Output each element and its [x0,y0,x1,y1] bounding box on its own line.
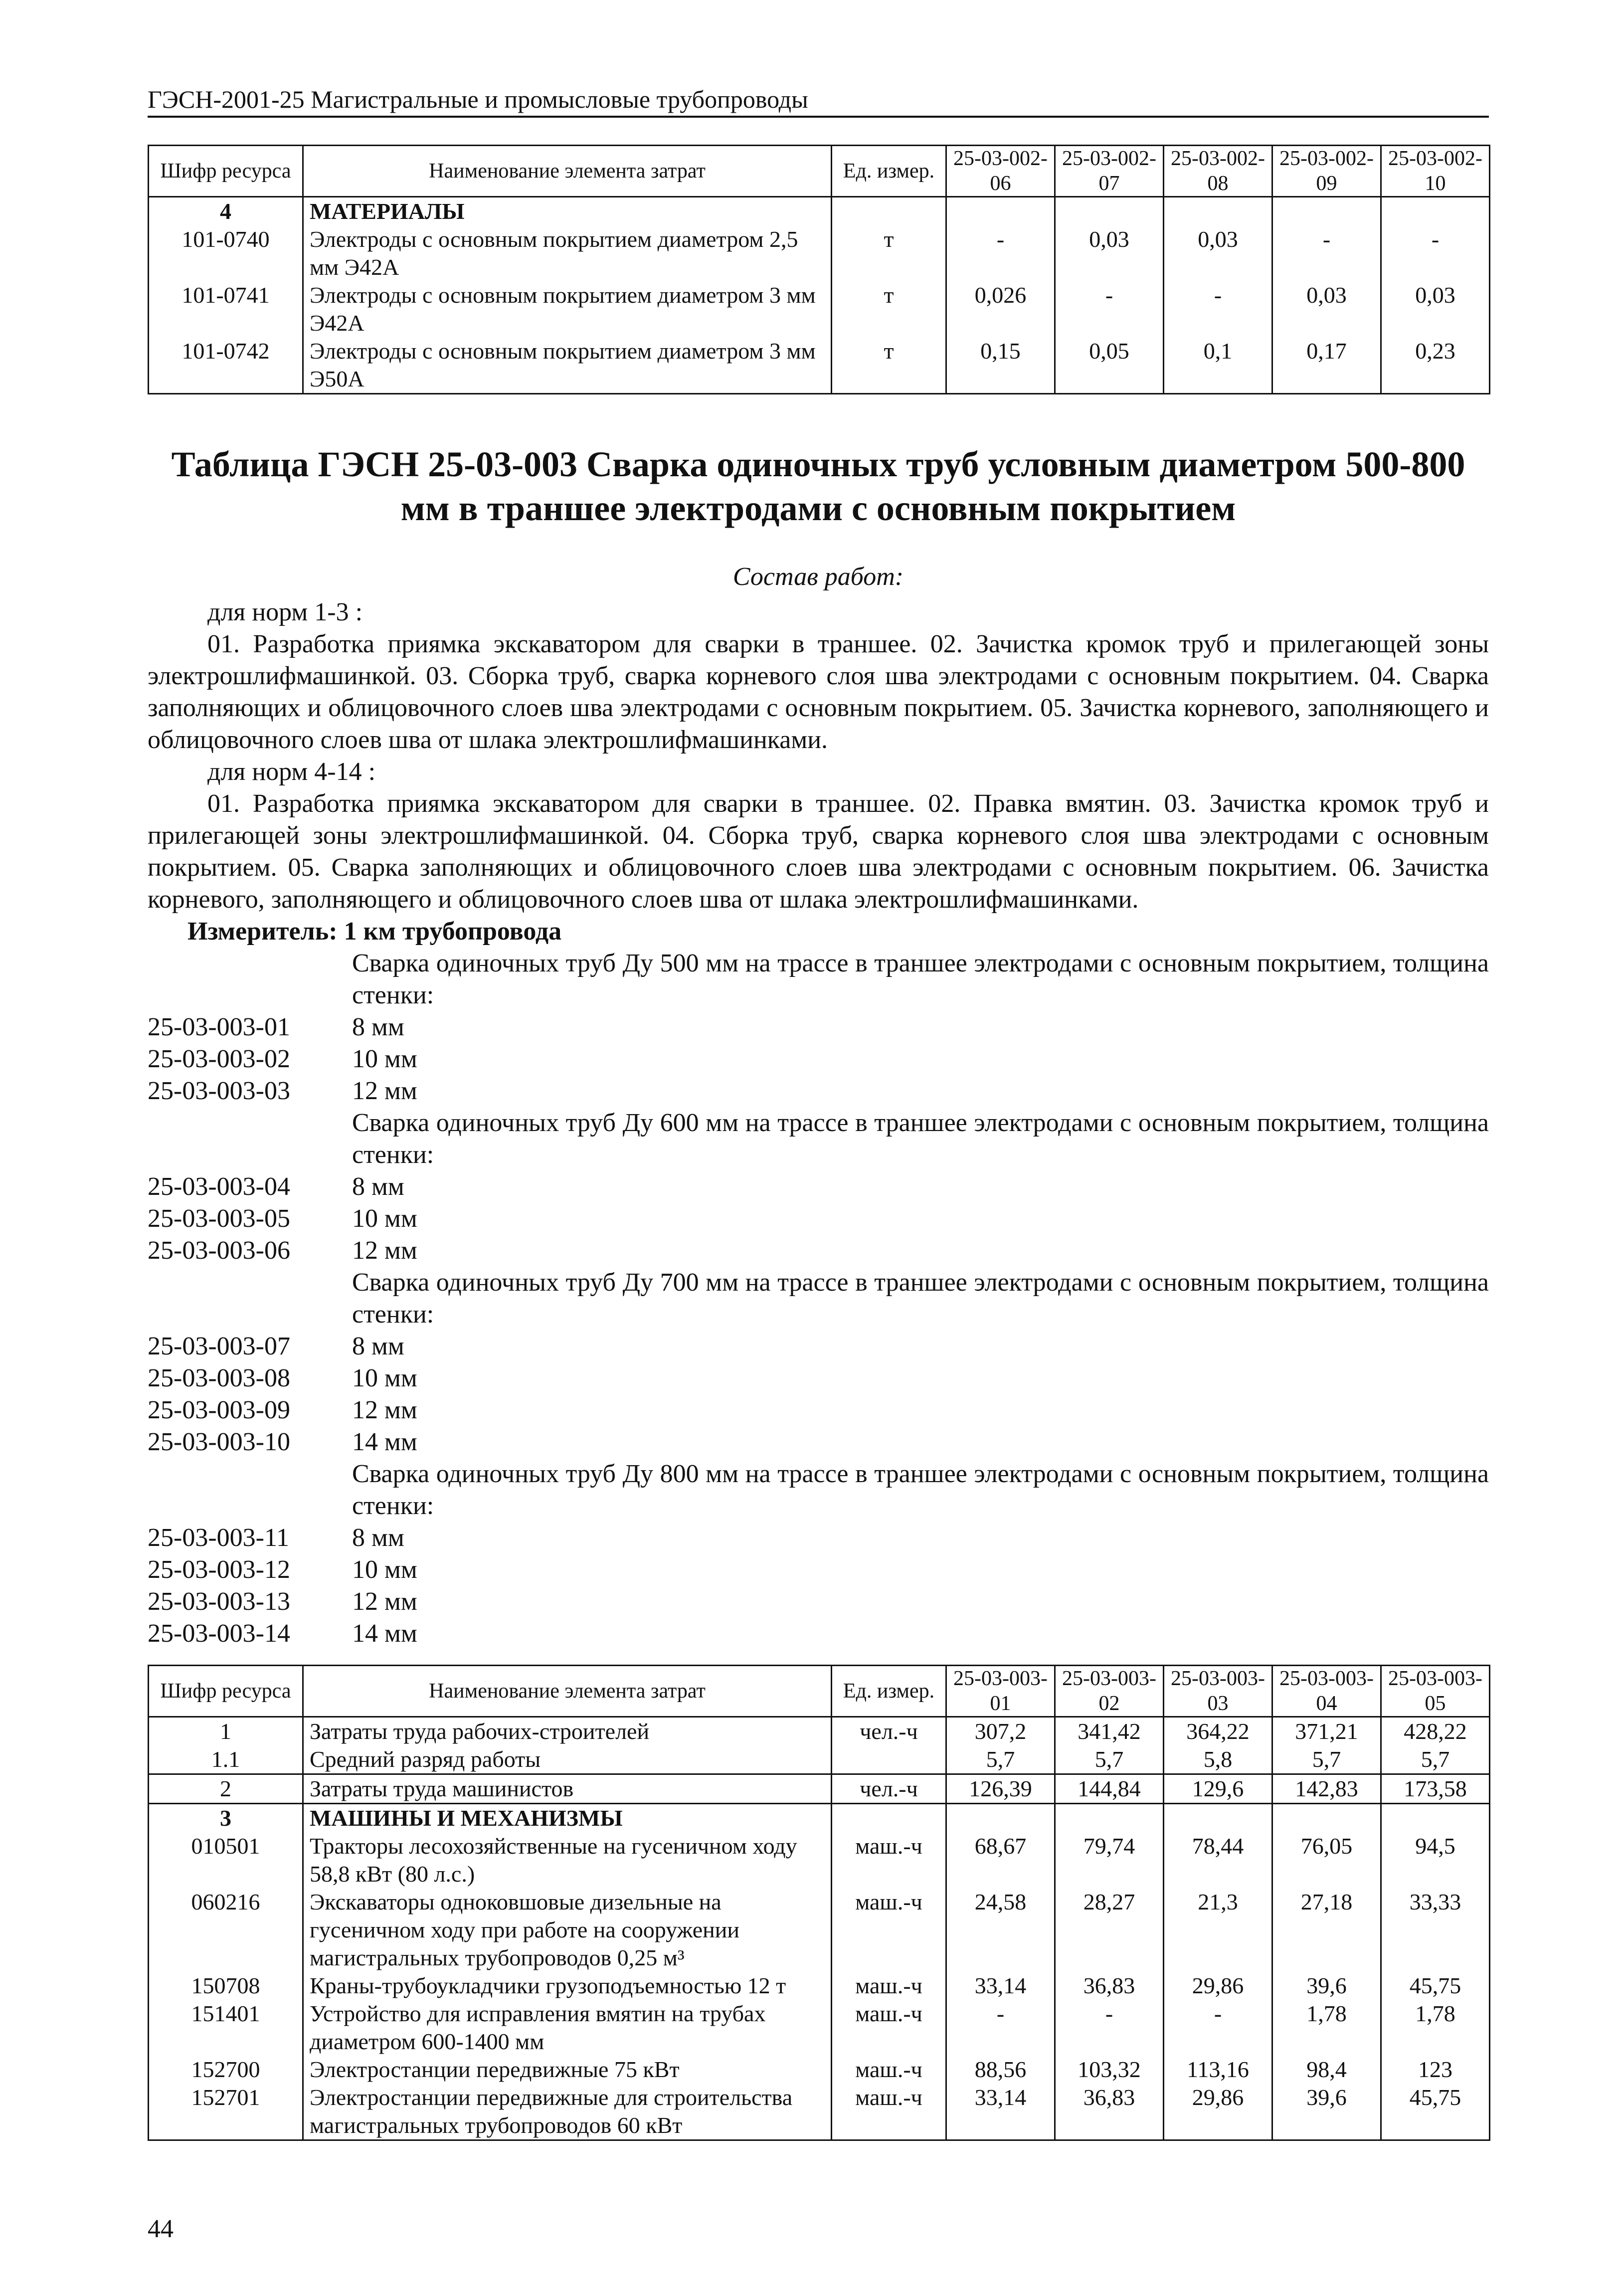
norm-code: 25-03-003-13 [148,1587,290,1616]
norm-value [1381,1804,1490,1833]
norm-value: 29,86 [1164,2084,1272,2140]
column-header: 25-03-002-08 [1164,146,1272,197]
norm-value: 21,3 [1164,1888,1272,1972]
norm-item [148,1235,1489,1267]
wall-thickness: 14 мм [352,1619,417,1648]
wall-thickness: 12 мм [352,1396,417,1424]
norm-value: 33,14 [946,1972,1055,2000]
column-header: 25-03-003-03 [1164,1666,1272,1717]
norm-value: 0,15 [946,337,1055,394]
column-header: 25-03-002-09 [1272,146,1381,197]
page [148,85,1489,2141]
norm-value: - [946,2000,1055,2056]
unit-of-measure: т [832,337,946,394]
unit-of-measure [832,197,946,226]
column-header: Ед. измер. [832,1666,946,1717]
norm-value: 5,7 [1272,1745,1381,1774]
norm-value: 68,67 [946,1832,1055,1888]
norms-4-14-label: для норм 4-14 : [207,758,376,786]
norm-code: 25-03-003-02 [148,1045,290,1073]
resource-code: 2 [149,1774,303,1804]
norm-item [148,1362,1489,1394]
resource-code: 1 [149,1717,303,1746]
norms-4-14-text: 01. Разработка приямка экскаватором для сварки в траншее. 02. Правка вмятин. 03. Зачистка кромок труб и прилегающей зоны электрошлифмашинкой. 04. Сборка труб, сварка корневого слоя шва электродами с основным покрытием. 05. Сварка заполняющих и облицовочного слоев шва электродами с основным покрытием. 06. Зачистка корневого, заполняющего и облицовочного слоев шва от шлака электрошлифмашинками. [148,789,1489,914]
norm-value: 36,83 [1055,1972,1164,2000]
norm-item [148,1011,1489,1043]
norm-item [148,1331,1489,1362]
wall-thickness: 8 мм [352,1172,404,1201]
norm-value: 27,18 [1272,1888,1381,1972]
norm-value [1055,197,1164,226]
norm-value: 0,05 [1055,337,1164,394]
norm-value: 78,44 [1164,1832,1272,1888]
norm-value: 142,83 [1272,1774,1381,1804]
norm-value: 88,56 [946,2056,1055,2084]
cost-element-name: Электростанции передвижные 75 кВт [303,2056,832,2084]
norm-value: 1,78 [1272,2000,1381,2056]
norms-1-3-label: для норм 1-3 : [207,598,363,626]
resources-table [148,1665,1490,2141]
column-header: 25-03-003-01 [946,1666,1055,1717]
table-row [149,1717,1490,1746]
wall-thickness: 14 мм [352,1428,417,1456]
norm-value: 5,7 [1055,1745,1164,1774]
norm-value: 79,74 [1055,1832,1164,1888]
norm-item [148,1043,1489,1075]
resource-code: 3 [149,1804,303,1833]
norm-value: 0,1 [1164,337,1272,394]
column-header: Ед. измер. [832,146,946,197]
measure-unit: Измеритель: 1 км трубопровода [187,917,562,946]
resource-code: 101-0740 [149,225,303,281]
norm-value: - [1164,281,1272,337]
norm-value: 24,58 [946,1888,1055,1972]
column-header: 25-03-003-04 [1272,1666,1381,1717]
table-row [149,337,1490,394]
table-header-row [149,1666,1490,1717]
norm-value: 371,21 [1272,1717,1381,1746]
resource-code: 1.1 [149,1745,303,1774]
wall-thickness: 12 мм [352,1077,417,1105]
table-row [149,2084,1490,2140]
norm-value: 28,27 [1055,1888,1164,1972]
norm-value: 0,23 [1381,337,1490,394]
column-header: 25-03-003-02 [1055,1666,1164,1717]
norm-value [1164,197,1272,226]
column-header: 25-03-003-05 [1381,1666,1490,1717]
norm-value: 144,84 [1055,1774,1164,1804]
norm-value: 1,78 [1381,2000,1490,2056]
unit-of-measure: т [832,281,946,337]
norm-value [1272,1804,1381,1833]
column-header: Наименование элемента затрат [303,146,832,197]
norm-value: 0,03 [1164,225,1272,281]
norm-groups [148,948,1489,1650]
norm-value: 341,42 [1055,1717,1164,1746]
norm-value [946,197,1055,226]
resource-code: 060216 [149,1888,303,1972]
unit-of-measure: маш.-ч [832,2056,946,2084]
norm-value: - [1055,2000,1164,2056]
table-row [149,1804,1490,1833]
norm-value: 307,2 [946,1717,1055,1746]
unit-of-measure [832,1804,946,1833]
column-header: 25-03-002-07 [1055,146,1164,197]
norm-code: 25-03-003-12 [148,1555,290,1584]
materials-table [148,145,1490,394]
norm-value [946,1804,1055,1833]
table-row [149,225,1490,281]
wall-thickness: 10 мм [352,1364,417,1392]
resource-code: 4 [149,197,303,226]
norm-value: - [1055,281,1164,337]
wall-thickness: 12 мм [352,1587,417,1616]
norm-value: 94,5 [1381,1832,1490,1888]
table-row [149,1832,1490,1888]
table-row [149,1774,1490,1804]
resource-code: 101-0741 [149,281,303,337]
norm-value: - [1164,2000,1272,2056]
table-row [149,197,1490,226]
resource-code: 150708 [149,1972,303,2000]
norm-value: 173,58 [1381,1774,1490,1804]
unit-of-measure: маш.-ч [832,2000,946,2056]
resource-code: 152700 [149,2056,303,2084]
norm-value [1055,1804,1164,1833]
norm-code: 25-03-003-07 [148,1332,290,1360]
cost-element-name: Устройство для исправления вмятин на трубах диаметром 600-1400 мм [303,2000,832,2056]
norm-value: 0,17 [1272,337,1381,394]
norm-value: - [1381,225,1490,281]
norm-code: 25-03-003-09 [148,1396,290,1424]
norm-value: 0,03 [1381,281,1490,337]
column-header: Шифр ресурса [149,146,303,197]
norm-value: 36,83 [1055,2084,1164,2140]
norm-value: 5,7 [946,1745,1055,1774]
norm-value: 129,6 [1164,1774,1272,1804]
norm-value: 123 [1381,2056,1490,2084]
norm-code: 25-03-003-04 [148,1172,290,1201]
resource-code: 101-0742 [149,337,303,394]
table-title: Таблица ГЭСН 25-03-003 Сварка одиночных труб условным диаметром 500-800 мм в траншее электродами с основным покрытием [171,444,1465,528]
wall-thickness: 10 мм [352,1555,417,1584]
norm-value: 103,32 [1055,2056,1164,2084]
resource-code: 152701 [149,2084,303,2140]
wall-thickness: 12 мм [352,1236,417,1265]
table-row [149,1972,1490,2000]
cost-element-name: МАТЕРИАЛЫ [303,197,832,226]
norm-code: 25-03-003-01 [148,1013,290,1041]
cost-element-name: МАШИНЫ И МЕХАНИЗМЫ [303,1804,832,1833]
norm-value: 98,4 [1272,2056,1381,2084]
unit-of-measure: маш.-ч [832,1888,946,1972]
unit-of-measure: чел.-ч [832,1717,946,1746]
cost-element-name: Электроды с основным покрытием диаметром 3 мм Э42А [303,281,832,337]
column-header: 25-03-002-06 [946,146,1055,197]
table-row [149,2056,1490,2084]
table-row [149,1888,1490,1972]
page-number: 44 [148,2215,174,2243]
norm-value: - [946,225,1055,281]
cost-element-name: Электростанции передвижные для строительства магистральных трубопроводов 60 кВт [303,2084,832,2140]
unit-of-measure: маш.-ч [832,1972,946,2000]
norms-1-3-text: 01. Разработка приямка экскаватором для сварки в траншее. 02. Зачистка кромок труб и прилегающей зоны электрошлифмашинкой. 03. Сборка труб, сварка корневого слоя шва электродами с основным покрытием. 04. Сварка заполняющих и облицовочного слоев шва электродами с основным покрытием. 05. Зачистка корневого, заполняющего и облицовочного слоев шва от шлака электрошлифмашинками. [148,630,1489,754]
norm-code: 25-03-003-10 [148,1428,290,1456]
norm-group-description: Сварка одиночных труб Ду 600 мм на трассе в траншее электродами с основным покрытием, толщина стенки: [352,1109,1489,1169]
norm-item [148,1394,1489,1426]
cost-element-name: Электроды с основным покрытием диаметром 2,5 мм Э42А [303,225,832,281]
unit-of-measure: т [832,225,946,281]
norm-item [148,1618,1489,1650]
unit-of-measure: маш.-ч [832,1832,946,1888]
norm-value: 5,8 [1164,1745,1272,1774]
cost-element-name: Затраты труда машинистов [303,1774,832,1804]
norm-value: 113,16 [1164,2056,1272,2084]
norm-value [1381,197,1490,226]
norm-value: 76,05 [1272,1832,1381,1888]
norm-value: 5,7 [1381,1745,1490,1774]
wall-thickness: 8 мм [352,1524,404,1552]
norm-item [148,1586,1489,1618]
norm-value: 39,6 [1272,2084,1381,2140]
norm-value: 33,14 [946,2084,1055,2140]
table-row [149,2000,1490,2056]
norm-value: 45,75 [1381,2084,1490,2140]
norm-code: 25-03-003-05 [148,1204,290,1233]
norm-value: 428,22 [1381,1717,1490,1746]
resource-code: 010501 [149,1832,303,1888]
norm-value: 126,39 [946,1774,1055,1804]
norm-code: 25-03-003-14 [148,1619,290,1648]
norm-value: 39,6 [1272,1972,1381,2000]
table-row [149,1745,1490,1774]
norm-value [1164,1804,1272,1833]
norm-item [148,1203,1489,1235]
norm-code: 25-03-003-03 [148,1077,290,1105]
norm-value: 0,03 [1272,281,1381,337]
norm-value: 29,86 [1164,1972,1272,2000]
norm-group-description: Сварка одиночных труб Ду 500 мм на трассе в траншее электродами с основным покрытием, толщина стенки: [352,949,1489,1009]
cost-element-name: Тракторы лесохозяйственные на гусеничном ходу 58,8 кВт (80 л.с.) [303,1832,832,1888]
cost-element-name: Экскаваторы одноковшовые дизельные на гусеничном ходу при работе на сооружении магистральных трубопроводов 0,25 м³ [303,1888,832,1972]
norm-value: 0,026 [946,281,1055,337]
resource-code: 151401 [149,2000,303,2056]
norm-value: 33,33 [1381,1888,1490,1972]
wall-thickness: 8 мм [352,1332,404,1360]
norm-group-description: Сварка одиночных труб Ду 800 мм на трассе в траншее электродами с основным покрытием, толщина стенки: [352,1460,1489,1520]
norm-item [148,1075,1489,1107]
norm-item [148,1426,1489,1458]
table-row [149,281,1490,337]
cost-element-name: Электроды с основным покрытием диаметром 3 мм Э50А [303,337,832,394]
wall-thickness: 10 мм [352,1045,417,1073]
composition-heading: Состав работ: [732,563,904,591]
wall-thickness: 8 мм [352,1013,404,1041]
norm-value [1272,197,1381,226]
norm-value: 45,75 [1381,1972,1490,2000]
unit-of-measure: чел.-ч [832,1774,946,1804]
norm-group-description: Сварка одиночных труб Ду 700 мм на трассе в траншее электродами с основным покрытием, толщина стенки: [352,1268,1489,1329]
norm-value: 364,22 [1164,1717,1272,1746]
norm-value: - [1272,225,1381,281]
norm-item [148,1554,1489,1586]
table-header-row [149,146,1490,197]
cost-element-name: Средний разряд работы [303,1745,832,1774]
cost-element-name: Краны-трубоукладчики грузоподъемностью 12 т [303,1972,832,2000]
unit-of-measure [832,1745,946,1774]
column-header: 25-03-002-10 [1381,146,1490,197]
norm-code: 25-03-003-08 [148,1364,290,1392]
norm-code: 25-03-003-06 [148,1236,290,1265]
column-header: Шифр ресурса [149,1666,303,1717]
norm-code: 25-03-003-11 [148,1524,290,1552]
norm-item [148,1522,1489,1554]
column-header: Наименование элемента затрат [303,1666,832,1717]
unit-of-measure: маш.-ч [832,2084,946,2140]
wall-thickness: 10 мм [352,1204,417,1233]
cost-element-name: Затраты труда рабочих-строителей [303,1717,832,1746]
running-header: ГЭСН-2001-25 Магистральные и промысловые трубопроводы [148,85,1489,118]
norm-item [148,1171,1489,1203]
norm-value: 0,03 [1055,225,1164,281]
